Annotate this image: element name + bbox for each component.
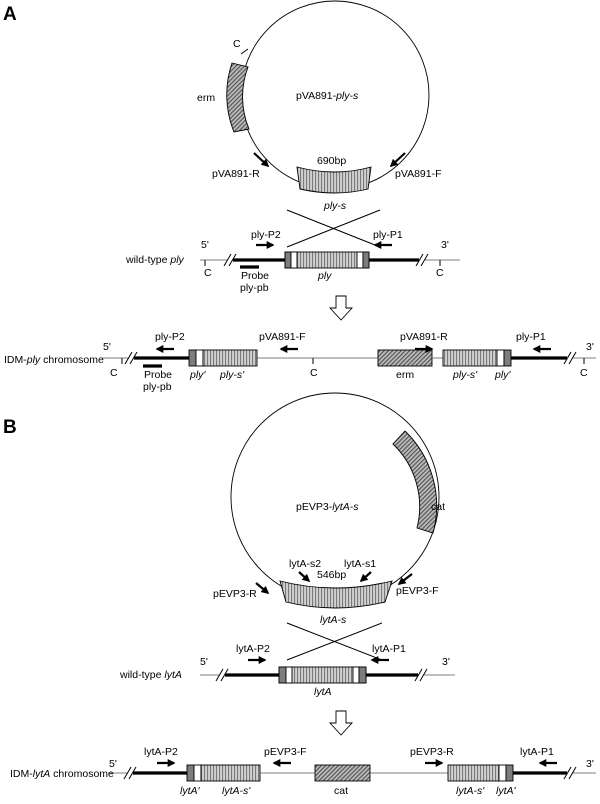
primer-label-idm-pevp3-f: pEVP3-F	[264, 746, 307, 758]
idm-lyta-label: IDM-lytA chromosome	[10, 768, 114, 780]
primer-label-lyta-s2: lytA-s2	[289, 558, 322, 570]
c-site-label: C	[233, 38, 241, 50]
plasmid-name-b: pEVP3-lytA-s	[296, 501, 359, 513]
wild-type-ply-locus	[125, 229, 460, 294]
primer-label-ply-p2: ply-P2	[251, 229, 281, 241]
cat-label: cat	[431, 501, 446, 513]
primer-label-idm-pva891-r: pVA891-R	[400, 331, 448, 343]
primer-label-ply-p1: ply-P1	[373, 229, 403, 241]
erm-label: erm	[197, 92, 216, 104]
transition-arrow-b	[330, 711, 352, 735]
erm-box-idm	[378, 350, 432, 366]
primer-label-idm-pva891-f: pVA891-F	[259, 331, 306, 343]
ply-gene-box	[285, 252, 369, 268]
lyta-prime-left: lytA'	[180, 785, 200, 797]
primer-label-pva891-f: pVA891-F	[395, 168, 442, 180]
idm-ply-label: IDM-ply chromosome	[4, 354, 104, 366]
plasmid-pevp3	[213, 393, 445, 626]
plasmid-pva891	[197, 1, 442, 212]
primer-label-idm-pevp3-r: pEVP3-R	[410, 746, 454, 758]
c-site-idm-ply-1: C	[110, 367, 118, 379]
primer-label-lyta-p1: lytA-P1	[372, 643, 406, 655]
primer-label-lyta-s1: lytA-s1	[344, 558, 377, 570]
idm-ply-chromosome	[4, 331, 596, 393]
insert-size-a: 690bp	[317, 155, 347, 167]
panel-label-a: A	[3, 4, 17, 25]
five-prime-idm-lyta: 5'	[109, 758, 117, 770]
wt-ply-label: wild-type ply	[126, 254, 184, 266]
primer-label-pevp3-r: pEVP3-R	[213, 588, 257, 600]
lyta-prime-right: lytA'	[496, 785, 516, 797]
ply-s-prime-left: ply-s'	[220, 369, 245, 381]
c-site-tick	[241, 49, 248, 54]
insert-label-b: lytA-s	[320, 614, 347, 626]
idm-lyta-chromosome	[10, 746, 596, 797]
panel-label-b: B	[3, 417, 17, 438]
ply-s-prime-box-right	[443, 350, 497, 366]
lyta-s-prime-left: lytA-s'	[222, 785, 251, 797]
five-prime-idm-ply: 5'	[103, 341, 111, 353]
three-prime-idm-lyta: 3'	[586, 758, 594, 770]
lyta-gene-label: lytA	[314, 686, 332, 698]
primer-label-idm-ply-p2: ply-P2	[155, 331, 185, 343]
erm-label-idm: erm	[396, 369, 415, 381]
probe-label-wt: Probe	[241, 270, 270, 282]
lyta-s-prime-box-left	[201, 765, 260, 781]
c-site-wt-ply-right: C	[436, 267, 444, 279]
ply-s-prime-box-left	[203, 350, 257, 366]
five-prime-wt-ply: 5'	[201, 239, 209, 251]
ply-prime-left: ply'	[190, 369, 206, 381]
ply-s-prime-right: ply-s'	[453, 369, 478, 381]
plasmid-name-a: pVA891-ply-s	[296, 90, 359, 102]
c-site-wt-ply-left: C	[204, 267, 212, 279]
lyta-s-prime-box-right	[448, 765, 499, 781]
three-prime-wt-lyta: 3'	[442, 656, 450, 668]
primer-label-lyta-p2: lytA-P2	[236, 643, 270, 655]
primer-arrow-pevp3-r	[256, 583, 268, 593]
lyta-s-prime-right: lytA-s'	[456, 785, 485, 797]
insert-label-a: ply-s	[324, 200, 347, 212]
cat-box-idm	[315, 765, 370, 781]
c-site-idm-ply-3: C	[580, 367, 588, 379]
probe-name-wt: ply-pb	[240, 282, 269, 294]
wt-lyta-label: wild-type lytA	[120, 669, 182, 681]
cat-label-idm: cat	[334, 785, 349, 797]
probe-label-idm: Probe	[144, 369, 173, 381]
three-prime-idm-ply: 3'	[586, 341, 594, 353]
wild-type-lyta-locus	[119, 643, 455, 698]
ply-gene-label: ply	[318, 270, 332, 282]
primer-label-idm-lyta-p2: lytA-P2	[144, 746, 178, 758]
three-prime-wt-ply: 3'	[441, 239, 449, 251]
ply-prime-right: ply'	[495, 369, 511, 381]
primer-label-idm-lyta-p1: lytA-P1	[520, 746, 554, 758]
c-site-idm-ply-2: C	[310, 367, 318, 379]
primer-label-pva891-r: pVA891-R	[212, 168, 260, 180]
primer-label-pevp3-f: pEVP3-F	[396, 585, 439, 597]
transition-arrow-a	[330, 296, 352, 320]
five-prime-wt-lyta: 5'	[200, 656, 208, 668]
primer-label-idm-ply-p1: ply-P1	[516, 331, 546, 343]
probe-name-idm: ply-pb	[143, 381, 172, 393]
insert-size-b: 546bp	[317, 569, 347, 581]
